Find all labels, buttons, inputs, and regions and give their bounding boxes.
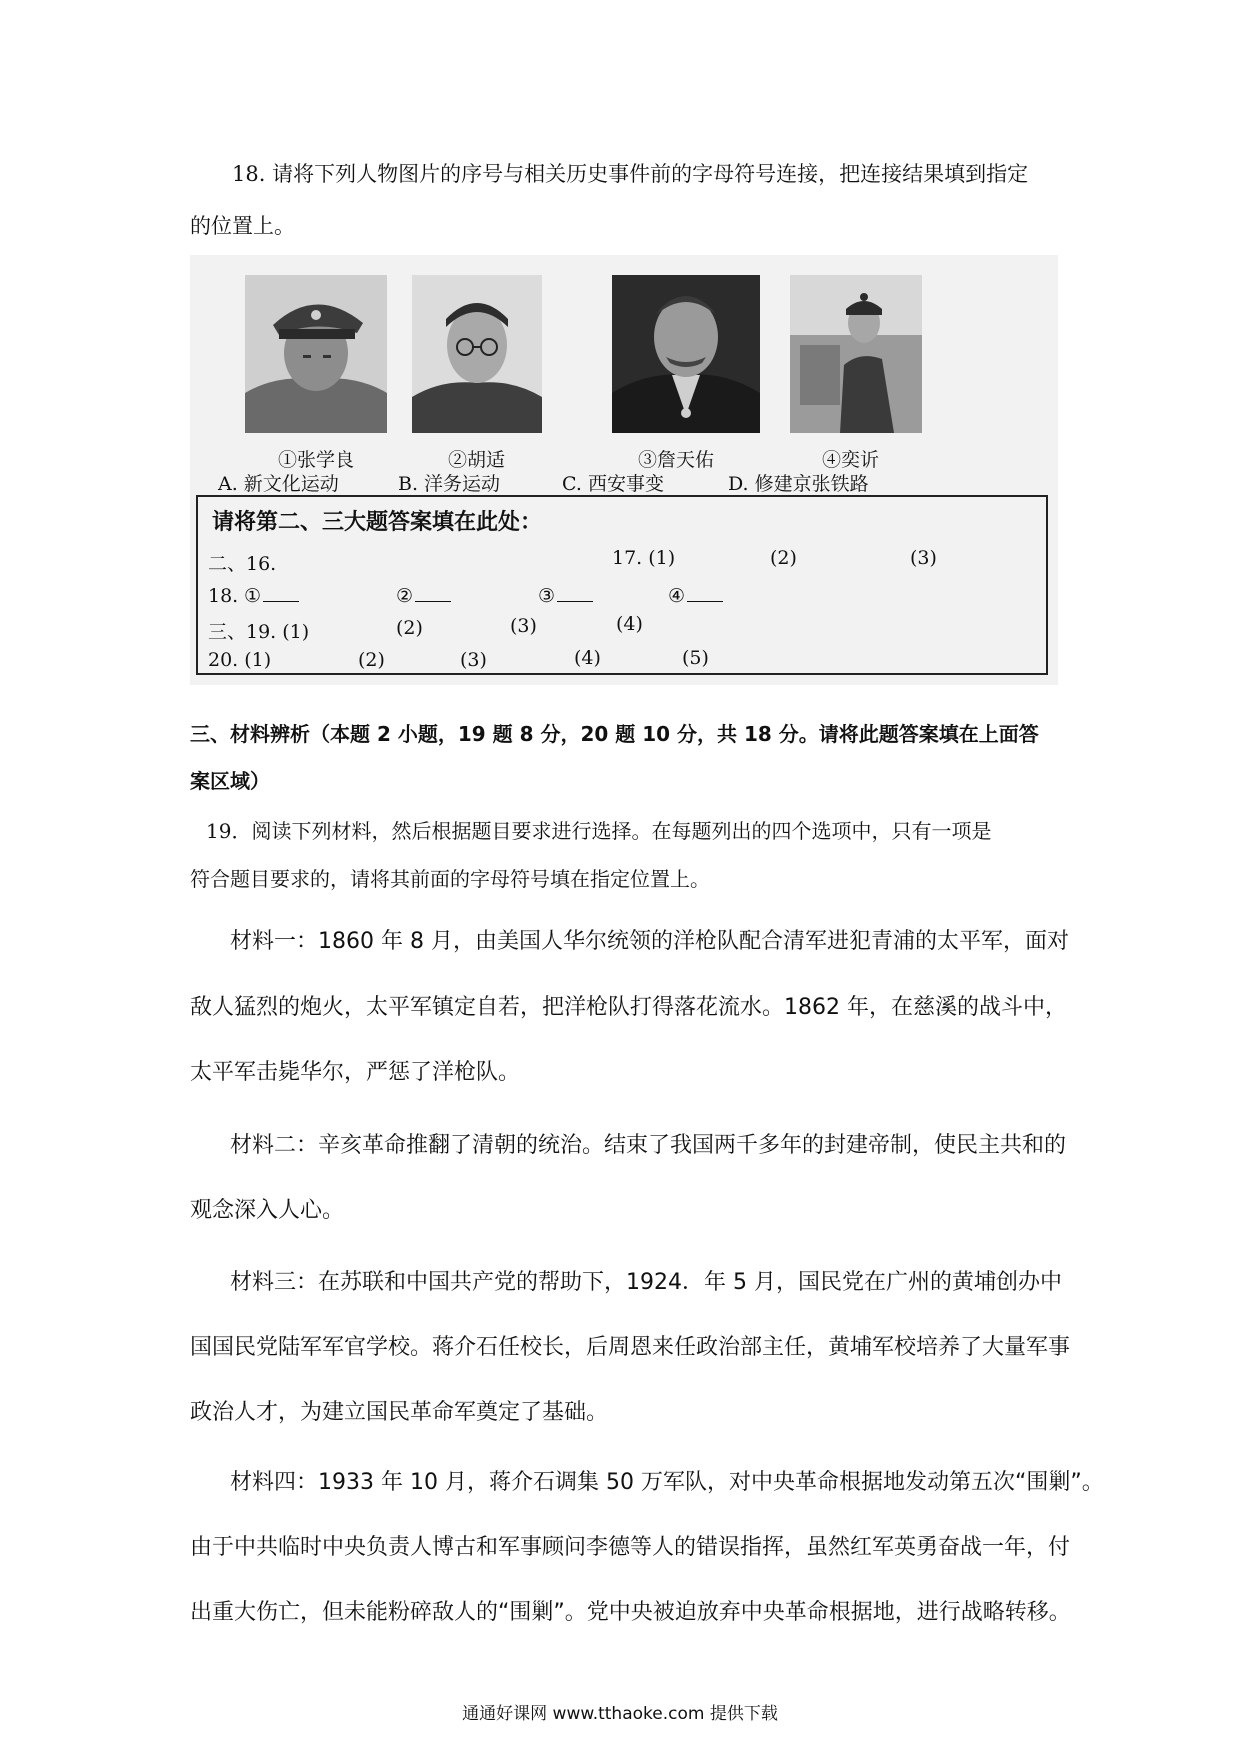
material-3-line2: 国国民党陆军军官学校。蒋介石任校长，后周恩来任政治部主任，黄埔军校培养了大量军事 (190, 1335, 1071, 1360)
person-name-2: ②胡适 (448, 449, 506, 471)
person-name-3: ③詹天佑 (638, 449, 715, 471)
page-footer: 通通好课网 www.tthaoke.com 提供下载 (462, 1704, 778, 1724)
portrait-photo-2 (412, 275, 542, 433)
answer-box (196, 495, 1048, 675)
q19-line1: 19．阅读下列材料，然后根据题目要求进行选择。在每题列出的四个选项中，只有一项是 (206, 819, 992, 843)
material-4-line2: 由于中共临时中央负责人博古和军事顾问李德等人的错误指挥，虽然红军英勇奋战一年，付 (190, 1535, 1071, 1560)
scanned-figure (190, 255, 1058, 685)
answer-18-item-1[interactable]: ① (244, 585, 299, 607)
material-1-line3: 太平军击毙华尔，严惩了洋枪队。 (190, 1060, 521, 1085)
material-2-line1: 材料二：辛亥革命推翻了清朝的统治。结束了我国两千多年的封建帝制，使民主共和的 (230, 1133, 1067, 1158)
section3-heading-line1: 三、材料辨析（本题 2 小题，19 题 8 分，20 题 10 分，共 18 分。请将此题答案填在上面答 (190, 722, 1039, 746)
q19-line2: 符合题目要求的，请将其前面的字母符号填在指定位置上。 (190, 867, 710, 891)
person-name-4: ④奕䜣 (822, 449, 880, 471)
material-2-line2: 观念深入人心。 (190, 1198, 345, 1223)
answer-20-label: 20. (1) (208, 649, 272, 671)
answer-19-3: (3) (510, 615, 537, 637)
answer-20-4: (4) (574, 647, 601, 669)
material-4-line3: 出重大伤亡，但未能粉碎敌人的“围剿”。党中央被迫放弃中央革命根据地，进行战略转移。 (190, 1600, 1071, 1625)
answer-20-2: (2) (358, 649, 385, 671)
person-name-1: ①张学良 (278, 449, 355, 471)
section3-heading-line2: 案区域） (190, 769, 270, 793)
answer-19-2: (2) (396, 617, 423, 639)
answer-18-item-4[interactable]: ④ (668, 585, 723, 607)
answer-16-label: 二、16. (208, 553, 277, 575)
q18-line1: 18. 请将下列人物图片的序号与相关历史事件前的字母符号连接，把连接结果填到指定 (232, 162, 1029, 186)
event-b: B. 洋务运动 (398, 473, 501, 495)
answer-18-item-2[interactable]: ② (396, 585, 451, 607)
answer-box-title: 请将第二、三大题答案填在此处： (212, 510, 543, 535)
answer-18-label: 18. (208, 585, 239, 607)
answer-19-label: 三、19. (1) (208, 621, 310, 643)
material-4-line1: 材料四：1933 年 10 月，蒋介石调集 50 万军队，对中央革命根据地发动第五次“围剿”。 (230, 1470, 1104, 1495)
answer-20-3: (3) (460, 649, 487, 671)
event-c: C. 西安事变 (562, 473, 664, 495)
material-3-line3: 政治人才，为建立国民革命军奠定了基础。 (190, 1400, 609, 1425)
event-d: D. 修建京张铁路 (728, 473, 869, 495)
answer-17-3: (3) (910, 547, 937, 569)
answer-20-5: (5) (682, 647, 709, 669)
portrait-photo-4 (790, 275, 922, 433)
portrait-photo-1 (245, 275, 387, 433)
material-1-line1: 材料一：1860 年 8 月，由美国人华尔统领的洋枪队配合清军进犯青浦的太平军，面对 (230, 929, 1069, 954)
material-1-line2: 敌人猛烈的炮火，太平军镇定自若，把洋枪队打得落花流水。1862 年，在慈溪的战斗中， (190, 995, 1067, 1020)
answer-17-label: 17. (1) (612, 547, 676, 569)
answer-18-item-3[interactable]: ③ (538, 585, 593, 607)
event-a: A. 新文化运动 (218, 473, 339, 495)
portrait-photo-3 (612, 275, 760, 433)
answer-19-4: (4) (616, 613, 643, 635)
answer-17-2: (2) (770, 547, 797, 569)
material-3-line1: 材料三：在苏联和中国共产党的帮助下，1924．年 5 月，国民党在广州的黄埔创办中 (230, 1270, 1062, 1295)
q18-line2: 的位置上。 (190, 214, 295, 238)
